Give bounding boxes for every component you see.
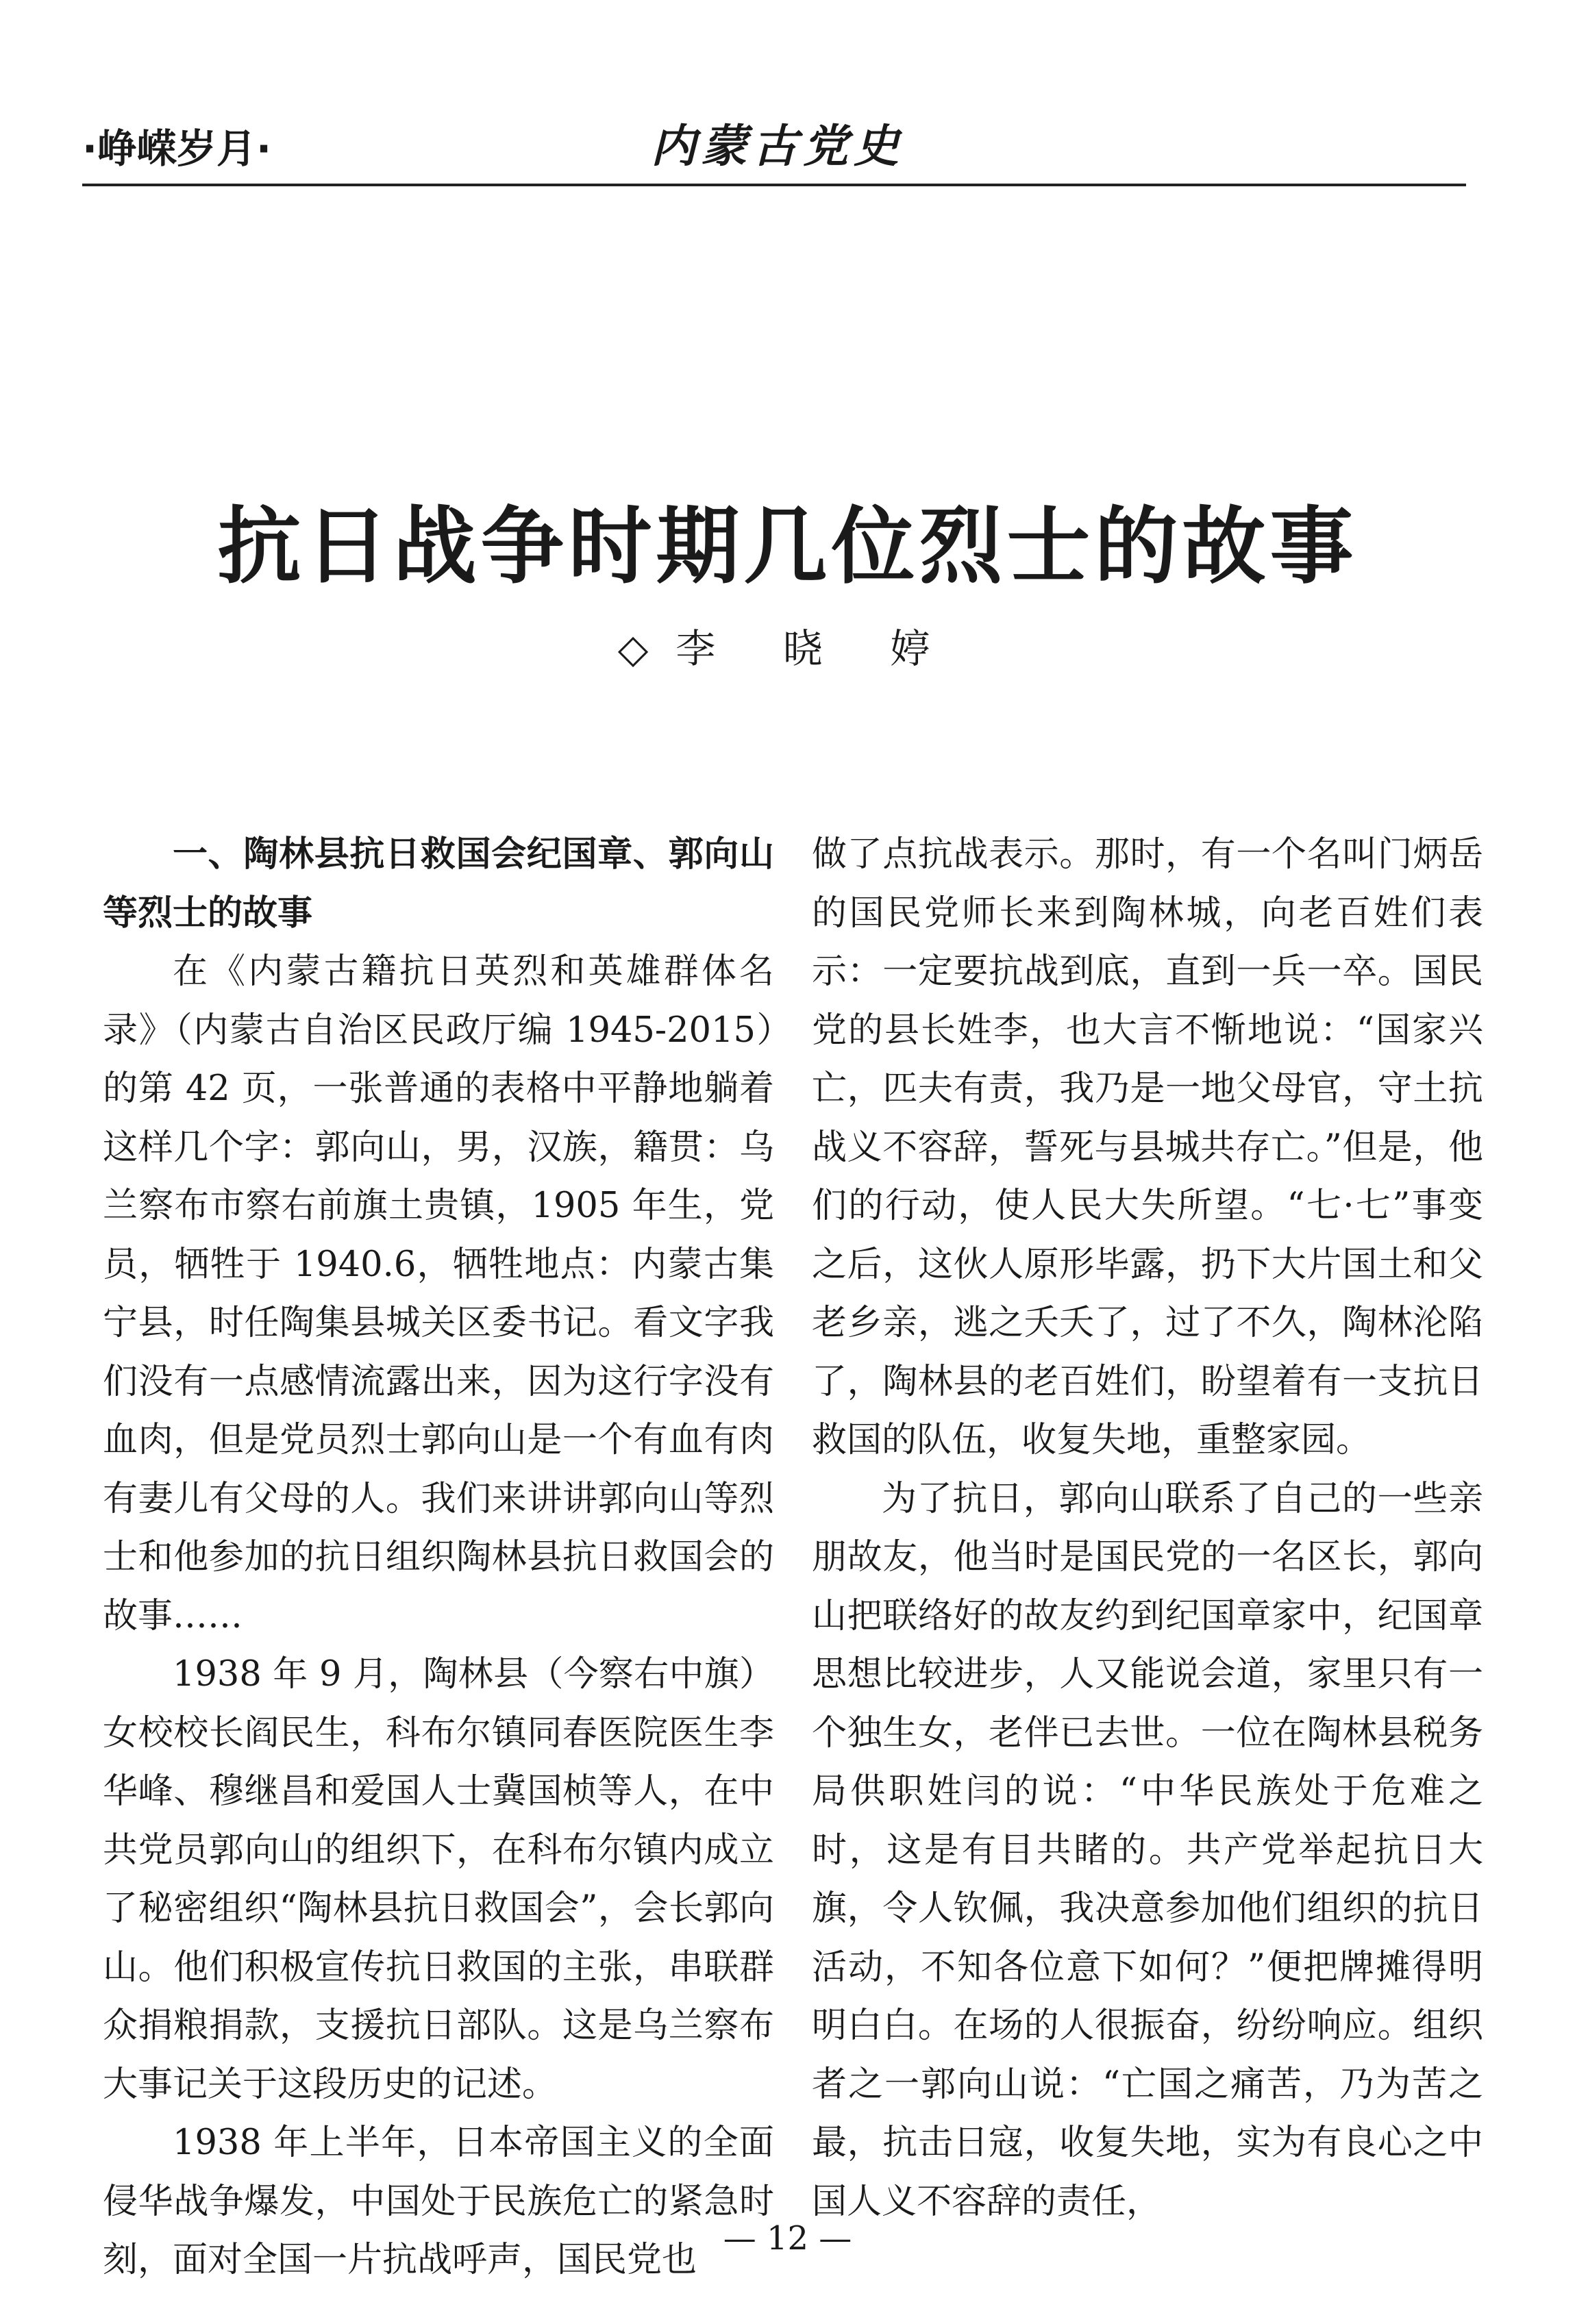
section-heading: 一、陶林县抗日救国会纪国章、郭向山等烈士的故事 — [103, 834, 774, 934]
article-author: ◇李 晓 婷 — [617, 625, 958, 672]
paragraph: 1938 年 9 月，陶林县（今察右中旗）女校校长阎民生，科布尔镇同春医院医生李华峰、穆继昌和爱国人士冀国桢等人，在中共党员郭向山的组织下，在科布尔镇内成立了秘密组织“陶林县抗日救国会”，会长郭向山。他们积极宣传抗日救国的主张，串联群众捐粮捐款，支援抗日部队。这是乌兰察布大事记关于这段历史的记述。 — [103, 1654, 774, 2105]
header-divider — [82, 184, 1466, 186]
article-title: 抗日战争时期几位烈士的故事 — [217, 498, 1358, 595]
left-column — [103, 825, 774, 2290]
paragraph: 为了抗日，郭向山联系了自己的一些亲朋故友，他当时是国民党的一名区长，郭向山把联络好的故友约到纪国章家中，纪国章思想比较进步，人又能说会道，家里只有一个独生女，老伴已去世。一位在陶林县税务局供职姓闫的说：“中华民族处于危难之时，这是有目共睹的。共产党举起抗日大旗，令人钦佩，我决意参加他们组织的抗日活动，不知各位意下如何？”便把牌摊得明明白白。在场的人很振奋，纷纷响应。组织者之一郭向山说：“亡国之痛苦，乃为苦之最，抗击日寇，收复失地，实为有良心之中国人义不容辞的责任， — [812, 1478, 1483, 2222]
paragraph: 在《内蒙古籍抗日英烈和英雄群体名录》（内蒙古自治区民政厅编 1945-2015）的第 42 页，一张普通的表格中平静地躺着这样几个字：郭向山，男，汉族，籍贯：乌兰察布市察右前旗土贵镇，1905 年生，党员，牺牲于 1940.6，牺牲地点：内蒙古集宁县，时任陶集县城关区委书记。看文字我们没有一点感情流露出来，因为这行字没有血肉，但是党员烈士郭向山是一个有血有肉有妻儿有父母的人。我们来讲讲郭向山等烈士和他参加的抗日组织陶林县抗日救国会的故事…… — [103, 951, 774, 1636]
journal-title: 内蒙古党史 — [651, 119, 904, 173]
paragraph: 1938 年上半年，日本帝国主义的全面侵华战争爆发，中国处于民族危亡的紧急时刻，面对全国一片抗战呼声，国民党也 — [103, 2123, 774, 2280]
right-column — [812, 825, 1483, 2231]
page-number: — 12 — — [723, 2219, 852, 2258]
paragraph: 做了点抗战表示。那时，有一个名叫门炳岳的国民党师长来到陶林城，向老百姓们表示：一定要抗战到底，直到一兵一卒。国民党的县长姓李，也大言不惭地说：“国家兴亡，匹夫有责，我乃是一地父母官，守土抗战义不容辞，誓死与县城共存亡。”但是，他们的行动，使人民大失所望。“七·七”事变之后，这伙人原形毕露，扔下大片国土和父老乡亲，逃之夭夭了，过了不久，陶林沦陷了，陶林县的老百姓们，盼望着有一支抗日救国的队伍，收复失地，重整家园。 — [812, 834, 1483, 1460]
section-label: ·峥嵘岁月· — [82, 125, 272, 172]
